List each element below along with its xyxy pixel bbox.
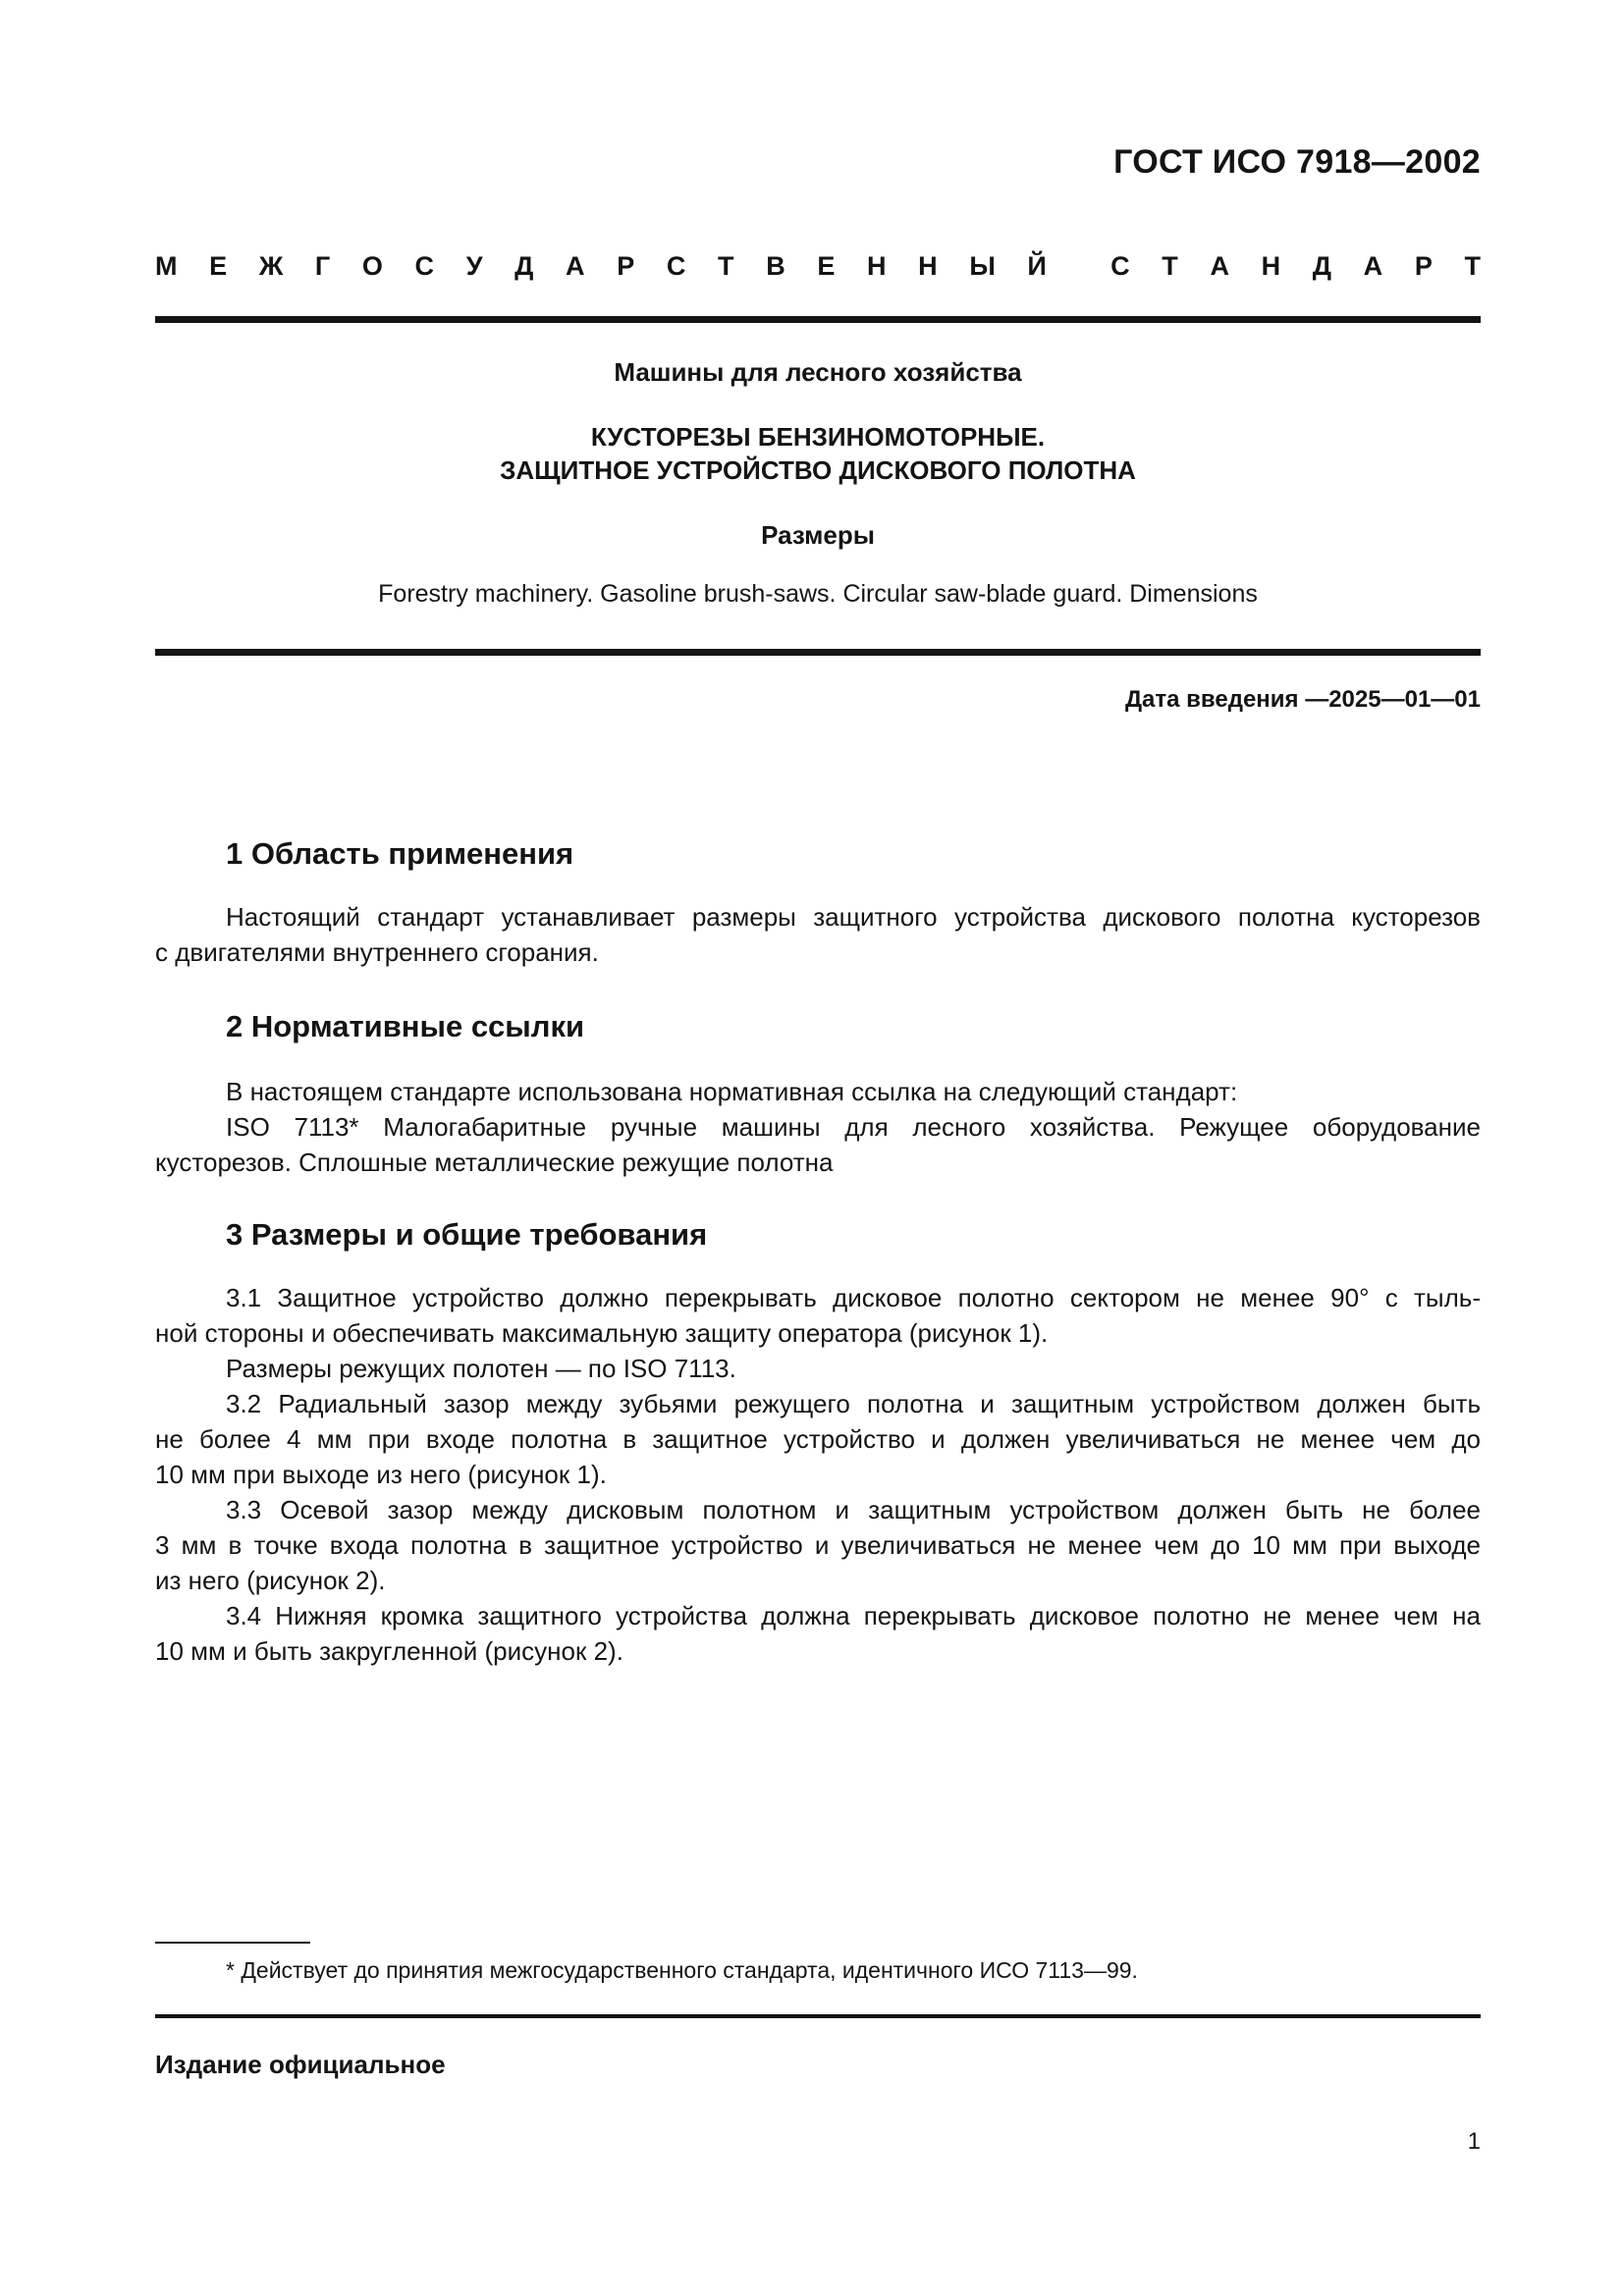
banner-letter: А	[566, 251, 585, 281]
section-1-paragraph	[155, 899, 1481, 970]
text-line: Настоящий стандарт устанавливает размеры защитного устройства дискового полотна кусторезов	[226, 902, 1481, 932]
banner-letter: Г	[314, 251, 331, 281]
top-divider	[155, 316, 1481, 323]
introduction-date: Дата введения —2025—01—01	[1124, 686, 1481, 713]
interstate-standard-banner	[155, 251, 1481, 282]
banner-letter: Т	[1162, 251, 1178, 281]
text-line: 3.3 Осевой зазор между дисковым полотном и защитным устройством должен быть не более	[226, 1495, 1481, 1524]
footnote-separator	[155, 1942, 310, 1944]
group-title: Машины для лесного хозяйства	[614, 357, 1022, 387]
banner-letter: Т	[1464, 251, 1481, 281]
banner-letter: Е	[817, 251, 836, 281]
text-line: кусторезов. Сплошные металлические режущие полотна	[155, 1148, 834, 1177]
text-line: из него (рисунок 2).	[155, 1566, 386, 1595]
footer-divider	[155, 2014, 1481, 2018]
banner-letter: Р	[1414, 251, 1433, 281]
text-line: В настоящем стандарте использована нормативная ссылка на следующий стандарт:	[226, 1077, 1238, 1106]
banner-letter: Р	[617, 251, 635, 281]
document-code: ГОСТ ИСО 7918—2002	[1113, 143, 1481, 181]
text-line: 3.1 Защитное устройство должно перекрывать дисковое полотно сектором не менее 90° с тыль-	[226, 1283, 1481, 1312]
banner-letter: Н	[918, 251, 938, 281]
banner-letter: Е	[209, 251, 228, 281]
section-3-heading: 3 Размеры и общие требования	[226, 1217, 708, 1252]
banner-letter: О	[361, 251, 383, 281]
footnote: * Действует до принятия межгосударственного стандарта, идентичного ИСО 7113—99.	[226, 1957, 1138, 1983]
section-1-heading: 1 Область применения	[226, 836, 574, 871]
text-line: 10 мм при выходе из него (рисунок 1).	[155, 1460, 607, 1489]
official-edition-label: Издание официальное	[155, 2050, 446, 2079]
section-2-heading: 2 Нормативные ссылки	[226, 1009, 585, 1043]
text-line: Размеры режущих полотен — по ISO 7113.	[226, 1354, 736, 1383]
text-line: 10 мм и быть закругленной (рисунок 2).	[155, 1636, 623, 1666]
text-line: ной стороны и обеспечивать максимальную защиту оператора (рисунок 1).	[155, 1318, 1049, 1348]
section-2-paragraph	[155, 1074, 1481, 1180]
text-line: ISO 7113* Малогабаритные ручные машины для лесного хозяйства. Режущее оборудование	[226, 1112, 1481, 1142]
page-number: 1	[1467, 2128, 1481, 2155]
banner-letter: У	[465, 251, 483, 281]
english-title: Forestry machinery. Gasoline brush-saws. Circular saw-blade guard. Dimensions	[378, 580, 1258, 608]
text-line: не более 4 мм при входе полотна в защитное устройство и должен увеличиваться не менее чем до	[155, 1424, 1481, 1454]
main-title-line-2: ЗАЩИТНОЕ УСТРОЙСТВО ДИСКОВОГО ПОЛОТНА	[500, 455, 1136, 485]
banner-letter: Н	[1261, 251, 1281, 281]
banner-letter: Й	[1027, 251, 1047, 281]
text-line: 3.4 Нижняя кромка защитного устройства должна перекрывать дисковое полотно не менее чем на	[226, 1601, 1481, 1630]
banner-letter: А	[1210, 251, 1229, 281]
banner-letter: А	[1363, 251, 1383, 281]
banner-letter: Ж	[258, 251, 284, 281]
main-title-line-1: КУСТОРЕЗЫ БЕНЗИНОМОТОРНЫЕ.	[590, 422, 1046, 452]
text-line: 3 мм в точке входа полотна в защитное устройство и увеличиваться не менее чем до 10 мм при выходе	[155, 1530, 1481, 1560]
banner-letter: С	[1110, 251, 1130, 281]
section-3-paragraphs	[155, 1280, 1481, 1669]
banner-letter: Т	[718, 251, 734, 281]
banner-letter: М	[155, 251, 178, 281]
text-line: с двигателями внутреннего сгорания.	[155, 937, 599, 967]
banner-letter: С	[666, 251, 686, 281]
banner-letter: В	[766, 251, 785, 281]
banner-letter: Н	[867, 251, 887, 281]
banner-letter: Д	[1312, 251, 1332, 281]
banner-letter: Д	[514, 251, 534, 281]
banner-letter: Ы	[969, 251, 996, 281]
banner-letter: С	[414, 251, 435, 281]
subtitle: Размеры	[761, 520, 875, 550]
text-line: 3.2 Радиальный зазор между зубьями режущего полотна и защитным устройством должен быть	[226, 1389, 1481, 1418]
title-divider	[155, 649, 1481, 656]
